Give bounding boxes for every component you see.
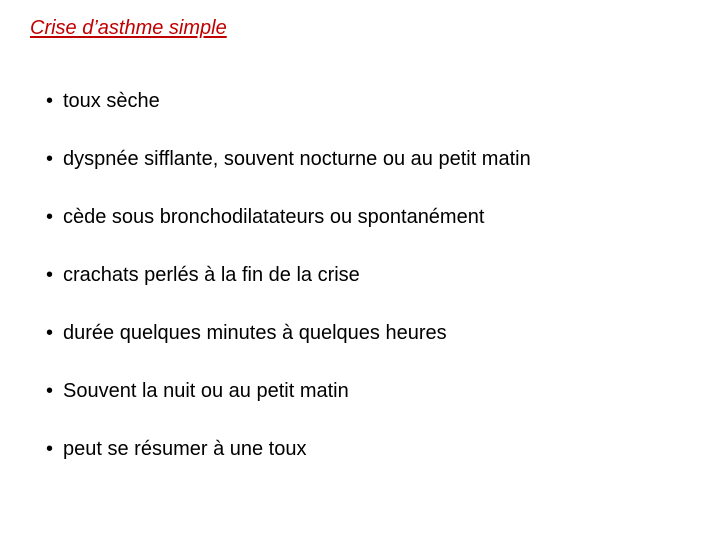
bullet-text: peut se résumer à une toux [63,438,307,460]
bullet-list [46,87,531,493]
bullet-mark: • [46,206,54,228]
bullet-mark: • [46,148,54,170]
bullet-text: durée quelques minutes à quelques heures [63,322,447,344]
bullet-item [46,377,531,435]
bullet-item [46,203,531,261]
bullet-text: toux sèche [63,90,160,112]
bullet-item [46,435,531,493]
bullet-item [46,145,531,203]
bullet-mark: • [46,322,54,344]
bullet-mark: • [46,264,54,286]
bullet-item [46,87,531,145]
bullet-text: dyspnée sifflante, souvent nocturne ou au petit matin [63,148,531,170]
slide-title: Crise d’asthme simple [30,17,227,39]
bullet-text: cède sous bronchodilatateurs ou spontanément [63,206,485,228]
bullet-item [46,319,531,377]
bullet-item [46,261,531,319]
bullet-mark: • [46,380,54,402]
bullet-text: crachats perlés à la fin de la crise [63,264,360,286]
bullet-text: Souvent la nuit ou au petit matin [63,380,349,402]
bullet-mark: • [46,90,54,112]
bullet-mark: • [46,438,54,460]
